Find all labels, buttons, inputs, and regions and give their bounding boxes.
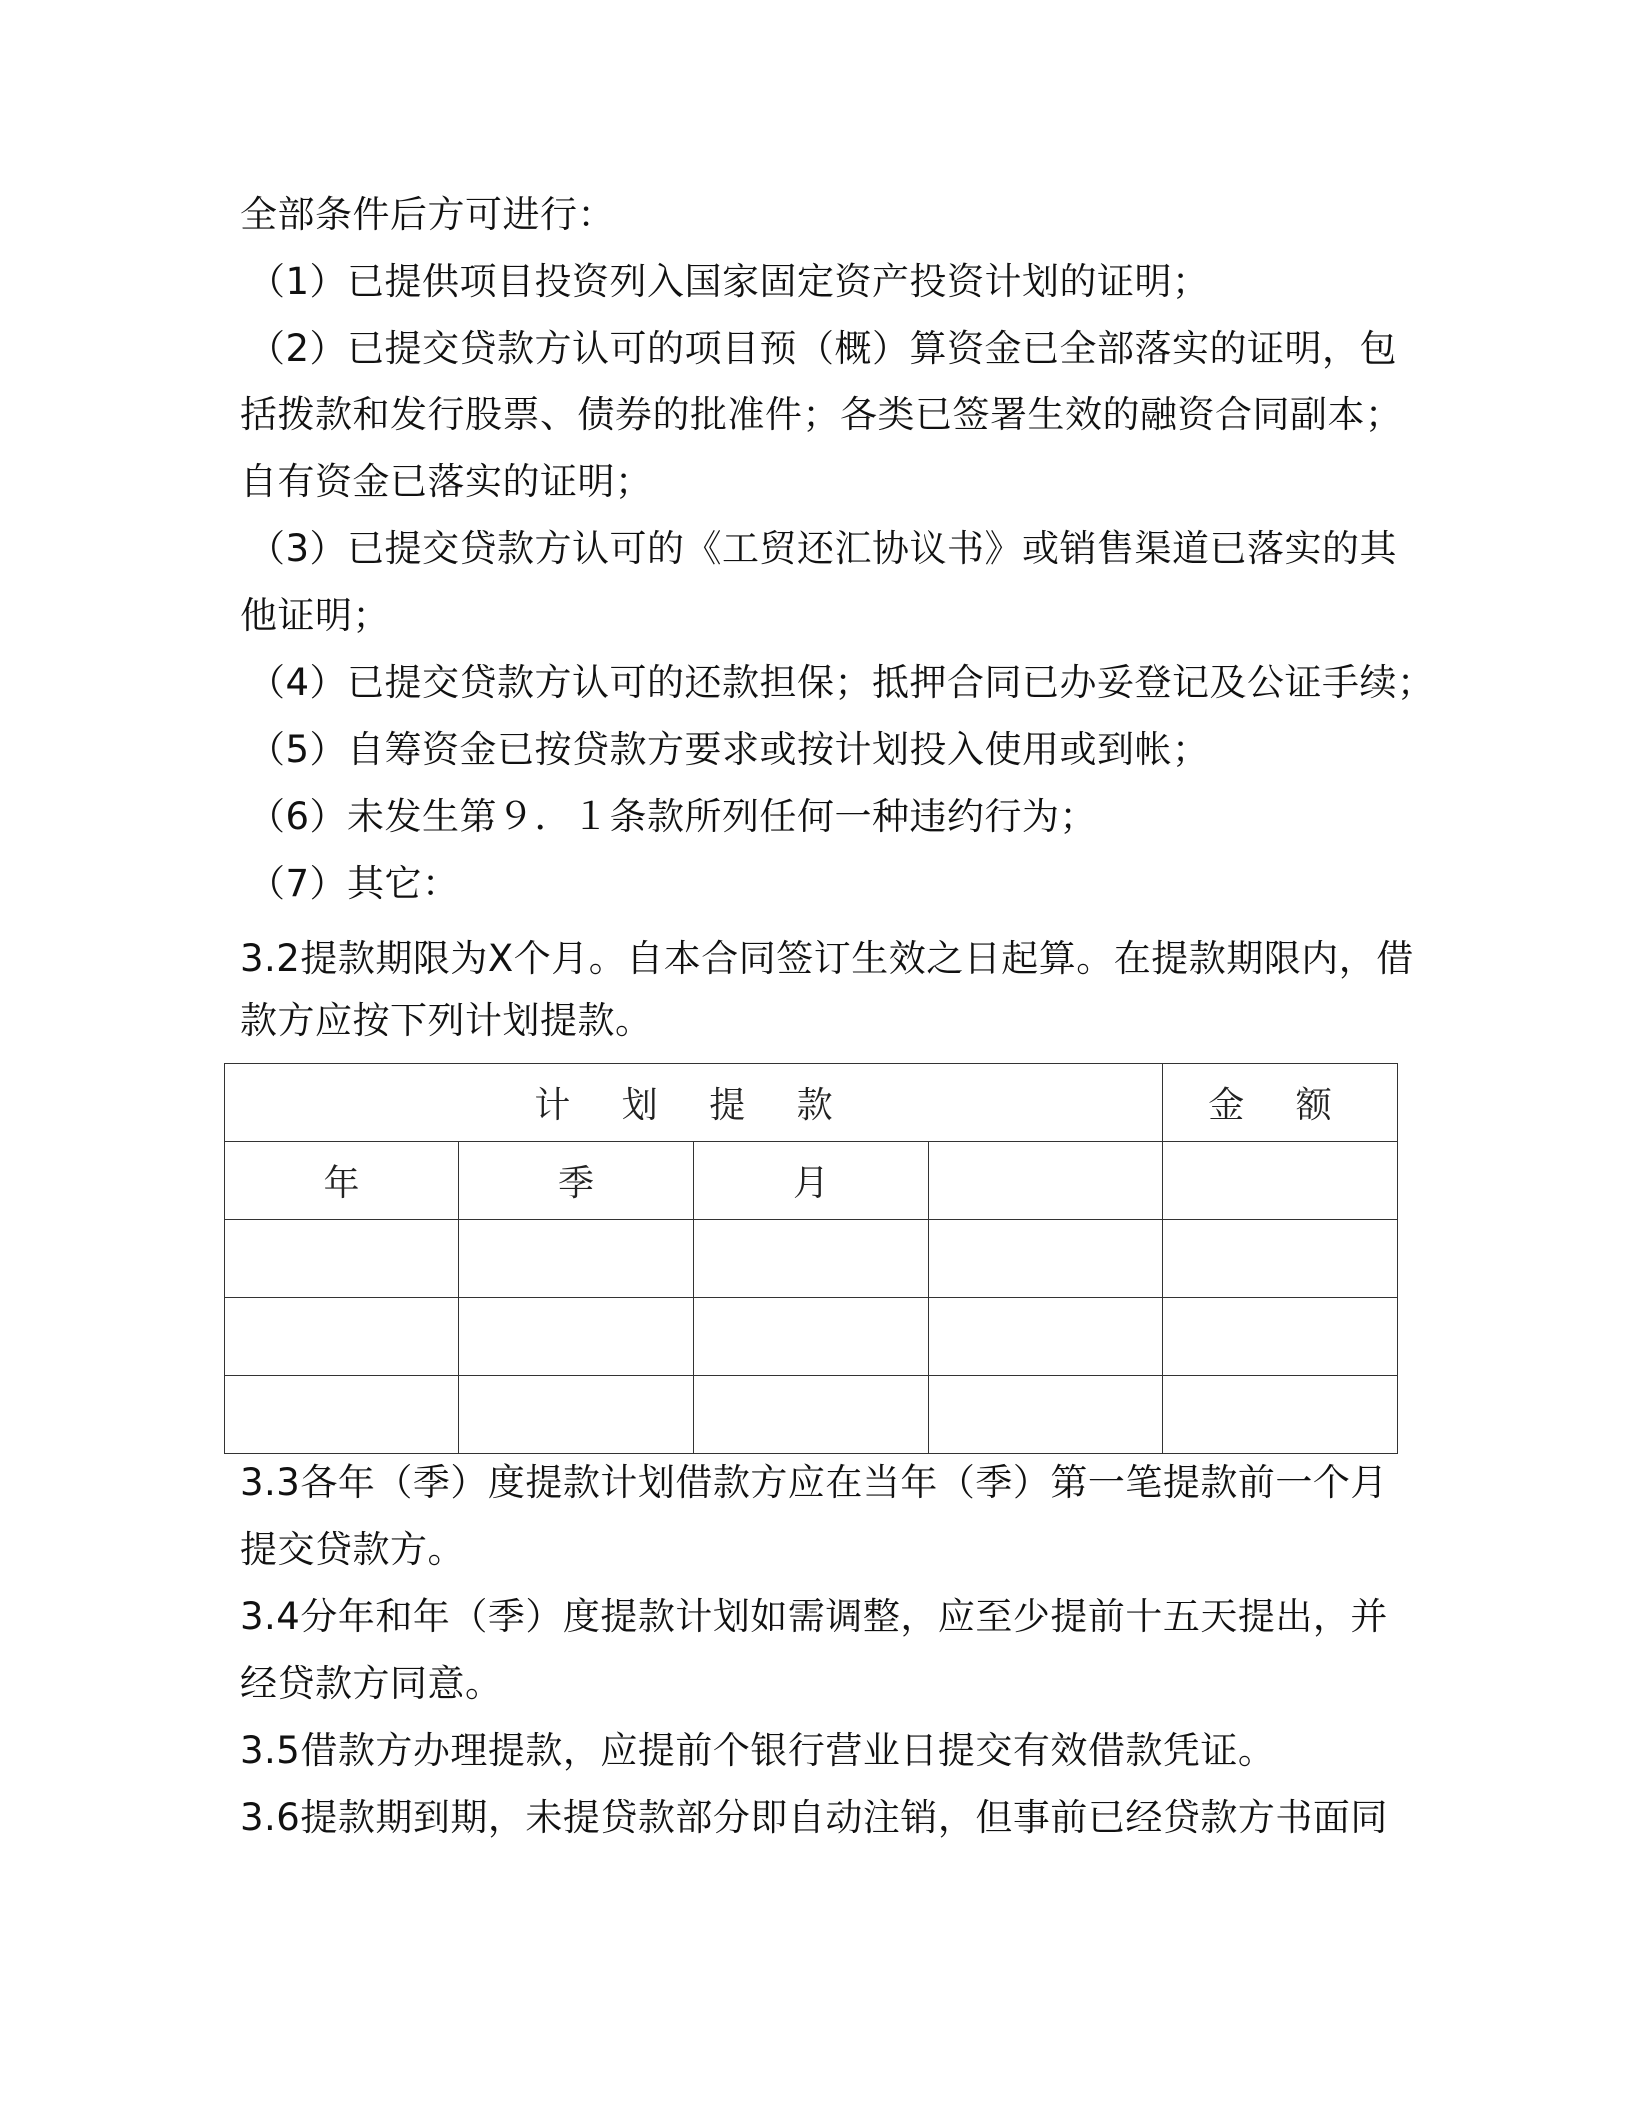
paragraph-line: （2）已提交贷款方认可的项目预（概）算资金已全部落实的证明，包 — [248, 327, 1398, 370]
table-cell — [459, 1220, 694, 1298]
table-cell — [225, 1220, 459, 1298]
subheader-month-cell: 月 — [694, 1142, 929, 1220]
paragraph-line: 3.2提款期限为X个月。自本合同签订生效之日起算。在提款期限内，借 — [240, 937, 1414, 980]
paragraph-line: （3）已提交贷款方认可的《工贸还汇协议书》或销售渠道已落实的其 — [248, 527, 1398, 570]
paragraph-line: 3.3各年（季）度提款计划借款方应在当年（季）第一笔提款前一个月 — [240, 1461, 1388, 1504]
paragraph-line: （1）已提供项目投资列入国家固定资产投资计划的证明； — [248, 260, 1210, 303]
table-cell — [694, 1376, 929, 1454]
paragraph-line: 3.5借款方办理提款，应提前个银行营业日提交有效借款凭证。 — [240, 1729, 1276, 1772]
header-amount-cell: 金 额 — [1163, 1064, 1398, 1142]
table-cell — [929, 1220, 1163, 1298]
subheader-quarter-cell: 季 — [459, 1142, 694, 1220]
paragraph-line: （6）未发生第９．１条款所列任何一种违约行为； — [248, 795, 1098, 838]
paragraph-line: 括拨款和发行股票、债券的批准件；各类已签署生效的融资合同副本； — [240, 393, 1403, 436]
subheader-blank-cell — [1163, 1142, 1398, 1220]
subheader-blank-cell — [929, 1142, 1163, 1220]
paragraph-line: （4）已提交贷款方认可的还款担保；抵押合同已办妥登记及公证手续； — [248, 661, 1435, 704]
paragraph-line: 经贷款方同意。 — [240, 1662, 503, 1705]
paragraph-line: 3.6提款期到期，未提贷款部分即自动注销，但事前已经贷款方书面同 — [240, 1796, 1388, 1839]
table-cell — [929, 1376, 1163, 1454]
paragraph-line: （5）自筹资金已按贷款方要求或按计划投入使用或到帐； — [248, 728, 1210, 771]
table-cell — [225, 1376, 459, 1454]
table-cell — [459, 1376, 694, 1454]
table-cell — [1163, 1298, 1398, 1376]
paragraph-line: 他证明； — [240, 594, 390, 637]
header-plan-cell: 计 划 提 款 — [225, 1064, 1163, 1142]
table-row — [225, 1220, 1398, 1298]
paragraph-line: 自有资金已落实的证明； — [240, 460, 653, 503]
table-subheader-row — [225, 1142, 1398, 1220]
table-cell — [459, 1298, 694, 1376]
paragraph-line: 款方应按下列计划提款。 — [240, 999, 653, 1042]
paragraph-line: 3.4分年和年（季）度提款计划如需调整，应至少提前十五天提出，并 — [240, 1595, 1388, 1638]
table-cell — [1163, 1376, 1398, 1454]
table-header-row — [225, 1064, 1398, 1142]
table-cell — [225, 1298, 459, 1376]
paragraph-line: 全部条件后方可进行： — [240, 193, 615, 236]
withdrawal-plan-table — [224, 1063, 1398, 1454]
table-cell — [1163, 1220, 1398, 1298]
table-cell — [694, 1298, 929, 1376]
table-cell — [694, 1220, 929, 1298]
paragraph-line: 提交贷款方。 — [240, 1528, 465, 1571]
subheader-year-cell: 年 — [225, 1142, 459, 1220]
table-row — [225, 1298, 1398, 1376]
table-cell — [929, 1298, 1163, 1376]
table-row — [225, 1376, 1398, 1454]
paragraph-line: （7）其它： — [248, 862, 460, 905]
